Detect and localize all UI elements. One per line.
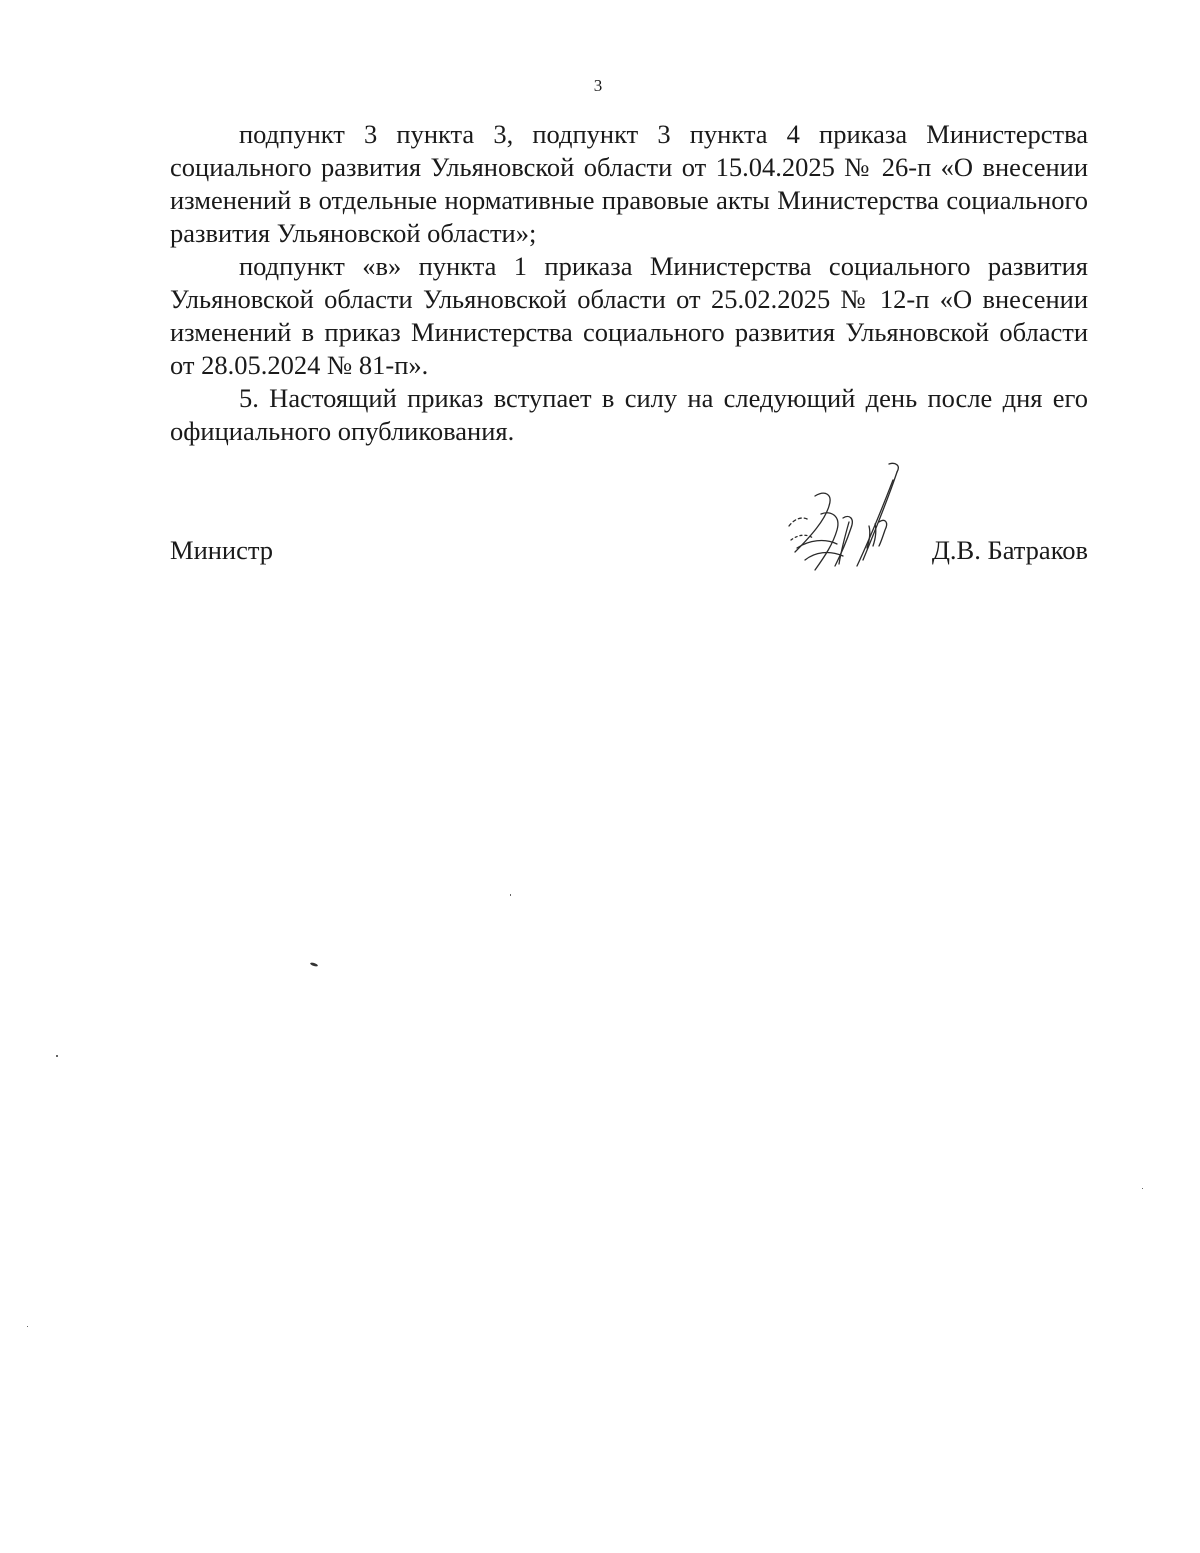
signer-name: Д.В. Батраков [931,535,1088,565]
scan-speck [1142,1188,1143,1189]
paragraph: подпункт «в» пункта 1 приказа Министерства социального развития Ульяновской области Ульяновской области от 25.02.2025 № 12-п «О внесении изменений в приказ Министерства социального развития Ульяновской области от 28.05.2024 № 81-п». [170,251,1088,380]
scan-speck [27,1326,28,1327]
page-number: 3 [593,76,603,95]
signature-block [170,456,1088,586]
paragraph: подпункт 3 пункта 3, подпункт 3 пункта 4 приказа Министерства социального развития Ульяновской области от 15.04.2025 № 26-п «О внесении изменений в отдельные нормативные правовые акты Министерства социального развития Ульяновской области»; [170,119,1088,248]
scan-speck [510,894,511,896]
handwritten-signature [785,456,915,581]
document-body [170,118,1088,448]
paragraph: 5. Настоящий приказ вступает в силу на следующий день после дня его официального опубликования. [170,383,1088,446]
scan-speck [56,1055,58,1057]
scan-speck [310,962,319,967]
signer-position: Министр [170,535,274,565]
